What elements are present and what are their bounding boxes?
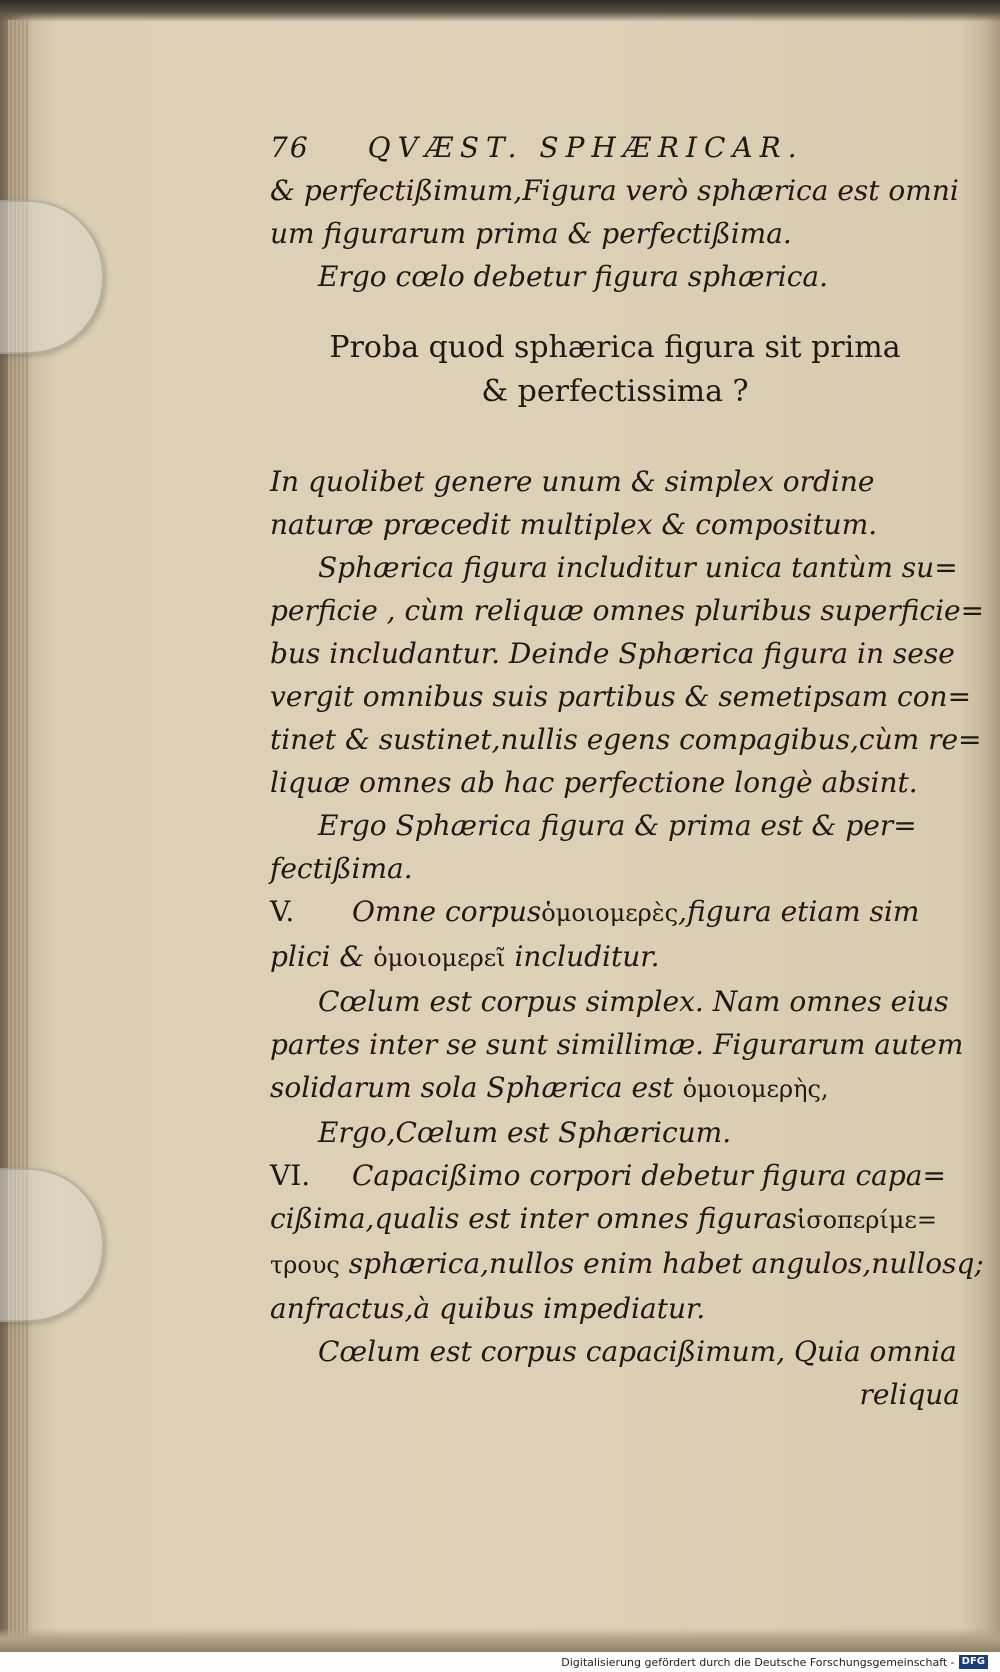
page-number: 76 bbox=[270, 131, 310, 164]
text-fragment: solidarum sola Sphærica est bbox=[270, 1071, 674, 1104]
text-fragment: Capacißimo corpori debetur figura capa= bbox=[352, 1159, 946, 1192]
greek-word: ὁμοιομερὲς bbox=[541, 899, 679, 927]
section-vi-line: anfractus,à quibus impediatur. bbox=[270, 1292, 706, 1325]
text-fragment: Omne corpus bbox=[352, 895, 542, 928]
section-vi-line bbox=[270, 1197, 960, 1242]
text-line: bus includantur. Deinde Sphærica figura in sese bbox=[270, 637, 955, 670]
proposition-title-line: & perfectissima ? bbox=[481, 374, 749, 409]
text-fragment: sphærica,nullos enim habet angulos,nullosq; bbox=[339, 1247, 984, 1280]
text-line: liquæ omnes ab hac perfectione longè absint. bbox=[270, 766, 918, 799]
text-line: um figurarum prima & perfectißima. bbox=[270, 217, 792, 250]
section-numeral: VI. bbox=[270, 1159, 311, 1192]
text-fragment: cißima,qualis est inter omnes figuras bbox=[270, 1202, 797, 1235]
text-line: In quolibet genere unum & simplex ordine bbox=[270, 465, 875, 498]
text-line: & perfectißimum,Figura verò sphærica est omni bbox=[270, 174, 959, 207]
text-fragment: includitur. bbox=[505, 940, 660, 973]
text-line: Cœlum est corpus simplex. Nam omnes eius bbox=[318, 985, 949, 1018]
greek-word: ἰσοπερίμε= bbox=[796, 1206, 937, 1234]
text-line: Sphærica figura includitur unica tantùm su= bbox=[318, 551, 958, 584]
book-clip-bottom bbox=[0, 1168, 104, 1322]
greek-word: τρους bbox=[270, 1251, 340, 1279]
text-line: fectißima. bbox=[270, 852, 413, 885]
conclusion-line: Ergo cœlo debetur figura sphærica. bbox=[318, 260, 829, 293]
page-text bbox=[270, 126, 985, 1416]
text-line: tinet & sustinet,nullis egens compagibus,cùm re= bbox=[270, 723, 982, 756]
running-title: QVÆST. SPHÆRICAR. bbox=[367, 131, 804, 164]
text-line: vergit omnibus suis partibus & semetipsam con= bbox=[270, 680, 972, 713]
running-header bbox=[270, 126, 960, 169]
book-clip-top bbox=[0, 200, 104, 354]
section-numeral: V. bbox=[270, 895, 295, 928]
greek-word: ὁμοιομερεῖ bbox=[373, 944, 506, 972]
footer-credit: Digitalisierung gefördert durch die Deutsche Forschungsgemeinschaft - bbox=[561, 1655, 955, 1669]
dfg-logo: DFG bbox=[959, 1655, 988, 1669]
text-line: Cœlum est corpus capacißimum, Quia omnia bbox=[318, 1335, 957, 1368]
text-fragment: ,figura etiam sim bbox=[678, 895, 920, 928]
greek-word: ὁμοιομερὴς, bbox=[682, 1075, 829, 1103]
section-v-line bbox=[270, 890, 960, 935]
digitization-footer bbox=[0, 1652, 1000, 1672]
book-top-edge bbox=[0, 0, 1000, 22]
section-vi-line bbox=[270, 1154, 960, 1197]
conclusion-line: Ergo,Cœlum est Sphæricum. bbox=[318, 1116, 732, 1149]
text-line bbox=[270, 1066, 960, 1111]
text-line: partes inter se sunt simillimæ. Figurarum autem bbox=[270, 1028, 964, 1061]
section-v-line bbox=[270, 935, 960, 980]
book-bottom-edge bbox=[0, 1628, 1000, 1652]
section-vi-line bbox=[270, 1242, 984, 1287]
conclusion-line: Ergo Sphærica figura & prima est & per= bbox=[318, 809, 917, 842]
catchword: reliqua bbox=[859, 1378, 960, 1411]
proposition-title-line: Proba quod sphærica figura sit prima bbox=[329, 330, 901, 365]
text-fragment: plici & bbox=[270, 940, 365, 973]
text-line: naturæ præcedit multiplex & compositum. bbox=[270, 508, 878, 541]
text-line: perficie , cùm reliquæ omnes pluribus superficie= bbox=[270, 594, 985, 627]
